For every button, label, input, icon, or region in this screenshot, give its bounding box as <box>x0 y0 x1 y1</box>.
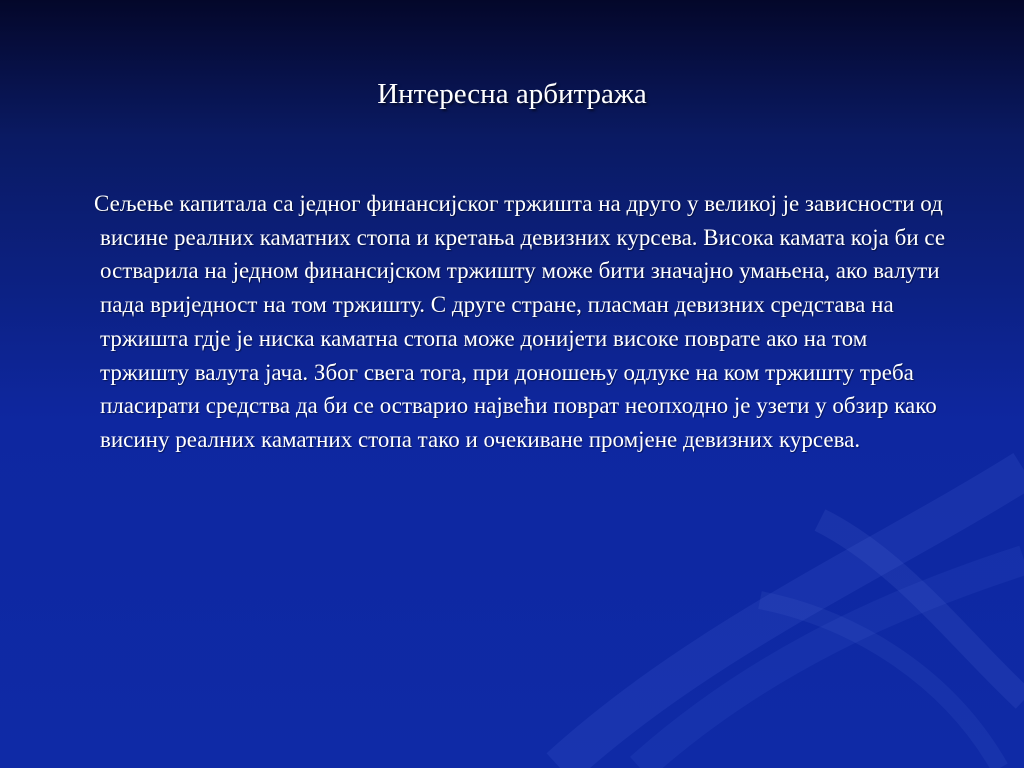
slide-title: Интересна арбитража <box>377 78 647 110</box>
slide-body-text: Сељење капитала са једног финансијског тржишта на друго у великој је зависности од висине реалних каматних стопа и кретања девизних курсева. Висока камата која би се остварила на једном финансијском тржишту може бити значајно умањена, ако валути пада вриједност на том тржишту. С друге стране, пласман девизних средстава на тржишта гдје је ниска каматна стопа може донијети високе поврате ако на том тржишту валута јача. Због свега тога, при доношењу одлуке на ком тржишту треба пласирати средства да би се остварио највећи поврат неопходно је узети у обзир како висину реалних каматних стопа тако и очекиване промјене девизних курсева. <box>94 191 946 452</box>
